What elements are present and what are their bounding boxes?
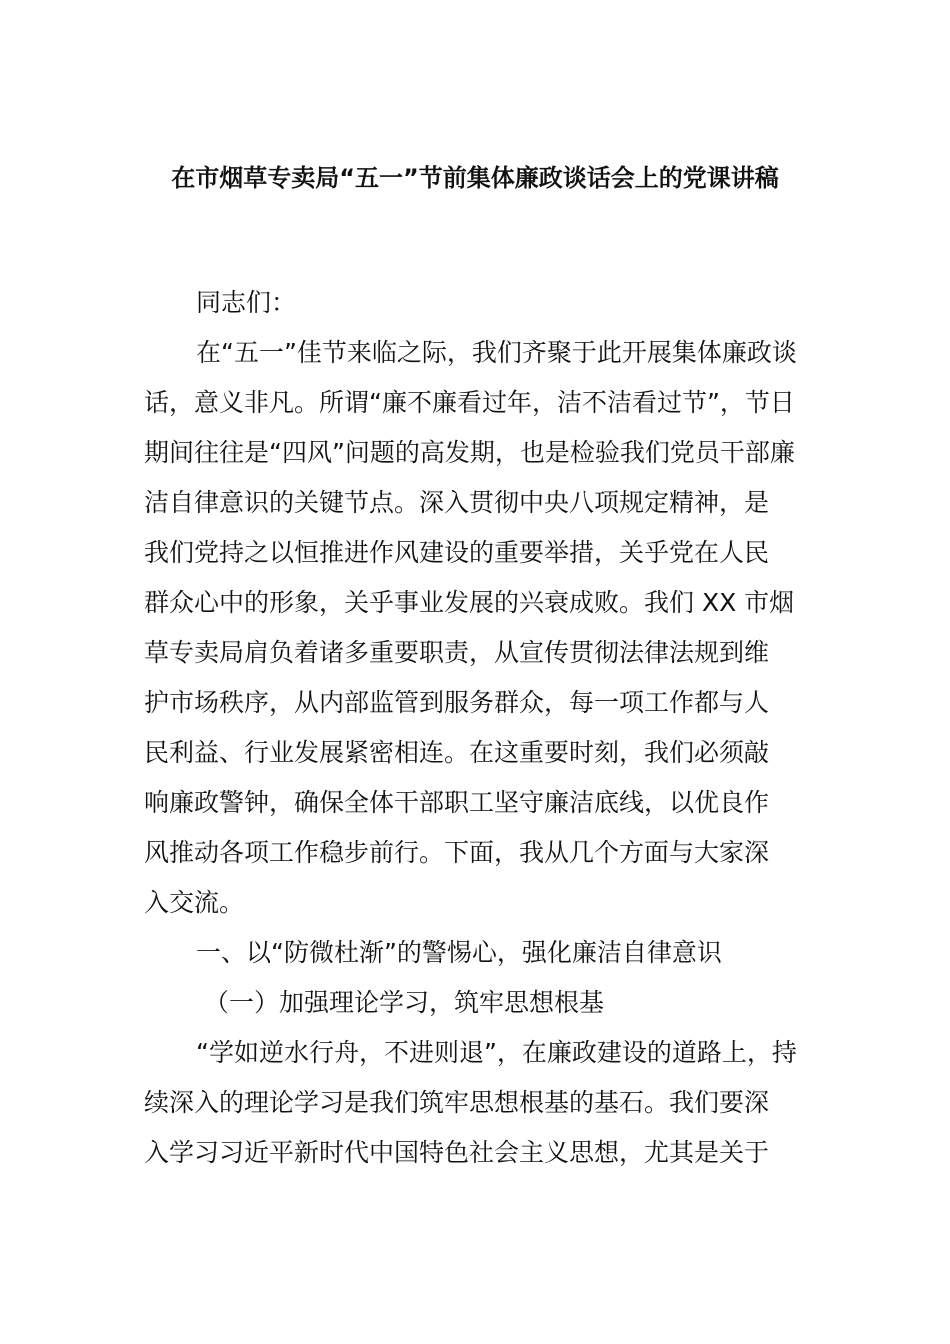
paragraph-line: 群众心中的形象，关乎事业发展的兴衰成败。我们 XX 市烟	[144, 588, 795, 617]
paragraph-line: 草专卖局肩负着诸多重要职责，从宣传贯彻法律法规到维	[144, 638, 770, 667]
subsection-heading: （一）加强理论学习，筑牢思想根基	[204, 988, 605, 1017]
paragraph-line: 我们党持之以恒推进作风建设的重要举措，关乎党在人民	[144, 538, 770, 567]
document-title: 在市烟草专卖局“五一”节前集体廉政谈话会上的党课讲稿	[171, 164, 779, 192]
paragraph-line: 期间往往是“四风”问题的高发期，也是检验我们党员干部廉	[144, 438, 795, 467]
paragraph-line: 响廉政警钟，确保全体干部职工坚守廉洁底线，以优良作	[144, 788, 770, 817]
paragraph-line: 洁自律意识的关键节点。深入贯彻中央八项规定精神，是	[144, 488, 770, 517]
paragraph-line: 话，意义非凡。所谓“廉不廉看过年，洁不洁看过节”，节日	[144, 388, 795, 417]
paragraph-line: 护市场秩序，从内部监管到服务群众，每一项工作都与人	[144, 688, 770, 717]
paragraph-line: “学如逆水行舟，不进则退”，在廉政建设的道路上，持	[196, 1038, 797, 1067]
paragraph-line: 风推动各项工作稳步前行。下面，我从几个方面与大家深	[144, 838, 770, 867]
paragraph-line: 入学习习近平新时代中国特色社会主义思想，尤其是关于	[144, 1138, 770, 1167]
paragraph-line: 续深入的理论学习是我们筑牢思想根基的基石。我们要深	[144, 1088, 770, 1117]
document-body	[144, 278, 808, 1178]
section-heading: 一、以“防微杜渐”的警惕心，强化廉洁自律意识	[196, 938, 722, 967]
paragraph-line: 入交流。	[144, 888, 245, 917]
paragraph-line: 民利益、行业发展紧密相连。在这重要时刻，我们必须敲	[144, 738, 770, 767]
salutation: 同志们：	[196, 288, 297, 317]
paragraph-line: 在“五一”佳节来临之际，我们齐聚于此开展集体廉政谈	[196, 338, 797, 367]
